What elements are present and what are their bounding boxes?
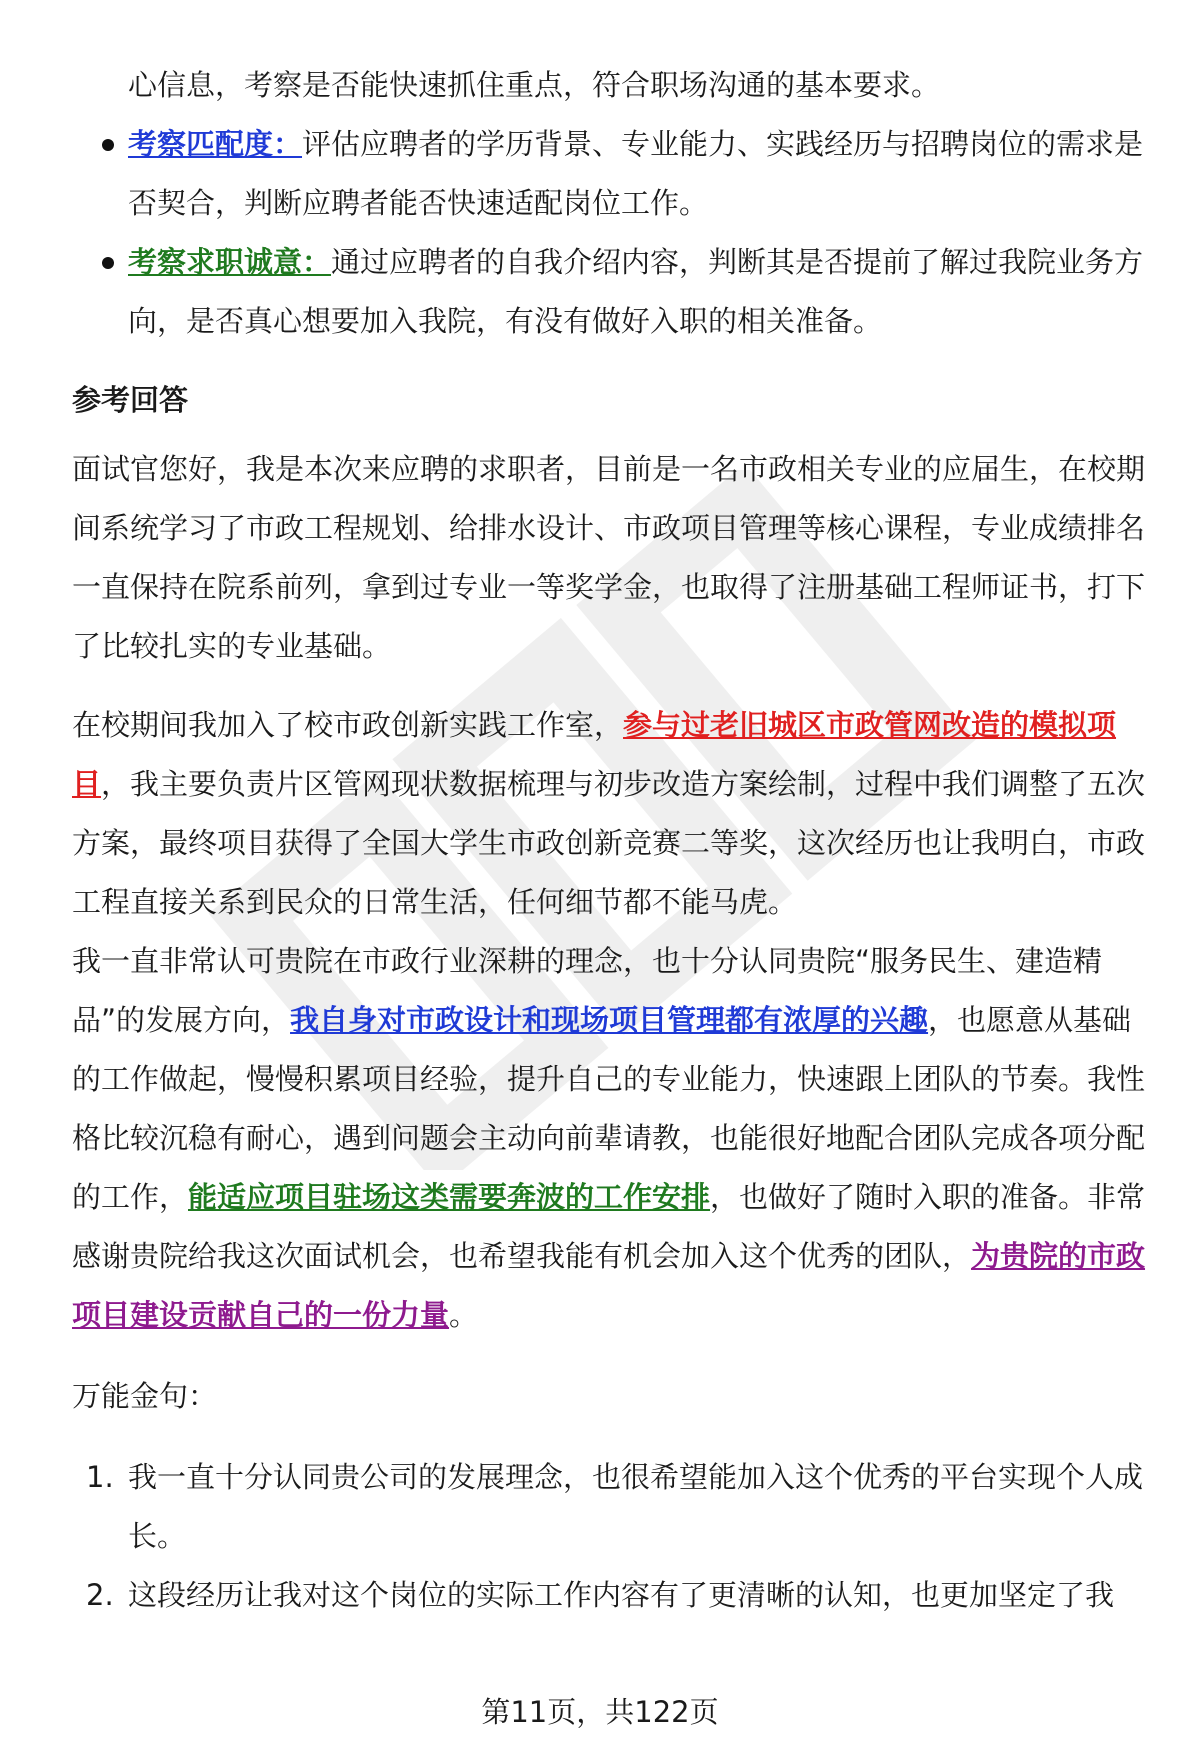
p3-highlight-onsite: 能适应项目驻场这类需要奔波的工作安排 [188, 1180, 711, 1214]
p3-highlight-contribute: 为贵院的市政项目建设贡献自己的一份力量 [72, 1239, 1146, 1332]
criteria-label-sincerity: 考察求职诚意： [128, 245, 332, 279]
criteria-label-match: 考察匹配度： [128, 127, 303, 161]
bullet-icon [102, 139, 114, 151]
item-text: 我一直十分认同贵公司的发展理念，也很希望能加入这个优秀的平台实现个人成长。 [128, 1460, 1144, 1553]
item-text: 这段经历让我对这个岗位的实际工作内容有了更清晰的认知，也更加坚定了我 [128, 1578, 1115, 1612]
list-item [72, 1448, 1148, 1566]
page-footer: 第11页，共122页 [481, 1695, 719, 1729]
p3-text-d: 。 [449, 1298, 479, 1332]
p3-text-c: ，也做好了随时入职的准备。非常感谢贵院给我这次面试机会，也希望我能有机会加入这个优秀的团队， [72, 1180, 1146, 1273]
continuation-text: 心信息，考察是否能快速抓住重点，符合职场沟通的基本要求。 [128, 68, 941, 102]
p2-text-a: 在校期间我加入了校市政创新实践工作室， [72, 708, 624, 742]
golden-phrases-list [72, 1448, 1148, 1625]
answer-paragraph-1: 面试官您好，我是本次来应聘的求职者，目前是一名市政相关专业的应届生，在校期间系统学习了市政工程规划、给排水设计、市政项目管理等核心课程，专业成绩排名一直保持在院系前列，拿到过专业一等奖学金，也取得了注册基础工程师证书，打下了比较扎实的专业基础。 [72, 452, 1146, 663]
golden-phrases-title: 万能金句： [72, 1379, 218, 1413]
list-item [72, 233, 1148, 351]
item-number: 2. [86, 1578, 114, 1612]
p2-highlight: 参与过老旧城区市政管网改造的模拟项目 [72, 708, 1117, 801]
item-number: 1. [86, 1460, 114, 1494]
answer-paragraph-3 [72, 932, 1148, 1345]
p3-highlight-interest: 我自身对市政设计和现场项目管理都有浓厚的兴趣 [290, 1003, 929, 1037]
answer-paragraph-2 [72, 696, 1148, 932]
p3-text-b: ，也愿意从基础的工作做起，慢慢积累项目经验，提升自己的专业能力，快速跟上团队的节奏。我性格比较沉稳有耐心，遇到问题会主动向前辈请教，也能很好地配合团队完成各项分配的工作， [72, 1003, 1146, 1214]
list-item [72, 1566, 1148, 1625]
bullet-icon [102, 257, 114, 269]
criteria-text-match: 评估应聘者的学历背景、专业能力、实践经历与招聘岗位的需求是否契合，判断应聘者能否快速适配岗位工作。 [128, 127, 1144, 220]
criteria-list [72, 115, 1148, 351]
criteria-text-sincerity: 通过应聘者的自我介绍内容，判断其是否提前了解过我院业务方向，是否真心想要加入我院，有没有做好入职的相关准备。 [128, 245, 1144, 338]
p3-text-a: 我一直非常认可贵院在市政行业深耕的理念，也十分认同贵院“服务民生、建造精品”的发展方向， [72, 944, 1103, 1037]
list-item [72, 115, 1148, 233]
document-content [72, 56, 1148, 1625]
section-heading: 参考回答 [72, 383, 189, 417]
p2-text-b: ，我主要负责片区管网现状数据梳理与初步改造方案绘制，过程中我们调整了五次方案，最终项目获得了全国大学生市政创新竞赛二等奖，这次经历也让我明白，市政工程直接关系到民众的日常生活，任何细节都不能马虎。 [72, 767, 1146, 919]
